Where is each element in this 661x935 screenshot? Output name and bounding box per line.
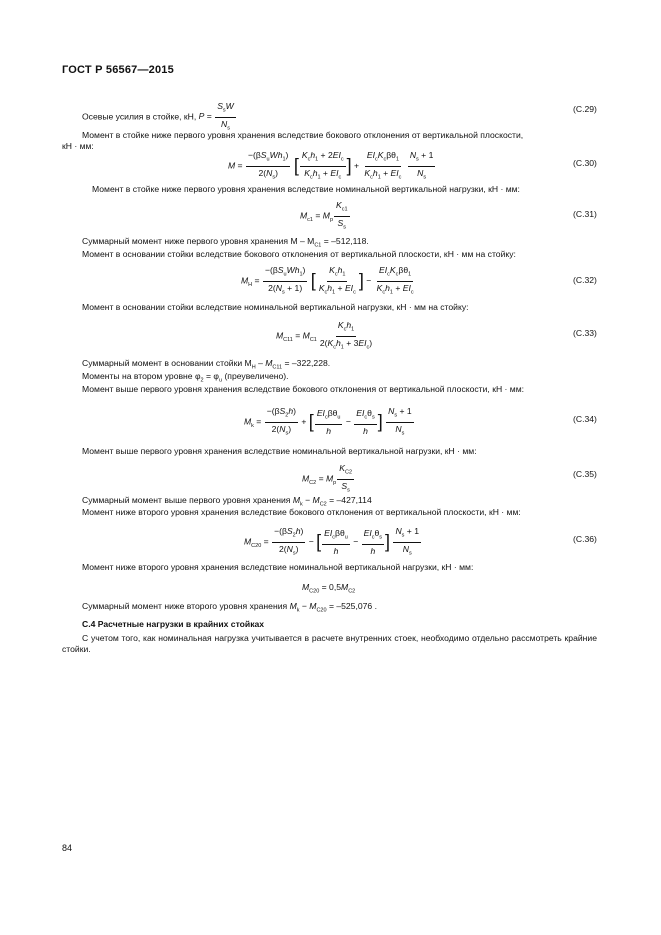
equation-number: (С.35)	[573, 469, 597, 479]
line-value: = –427,114	[329, 495, 372, 505]
text-line: Момент в стойке ниже первого уровня хранения вследствие бокового отклонения от вертикальной плоскости,	[82, 130, 524, 140]
text-line: Суммарный момент ниже первого уровня хранения $M - M_{C1} = -512,118$.	[82, 236, 369, 249]
line-text: Суммарный момент выше первого уровня хранения	[82, 495, 291, 505]
formula-c34: $M_k$ = $\frac{-(\beta S_2h)}{2(N_s)}$ + [ $\frac{EI_c\beta\theta_u}{h}$ − $\frac{EI_c\theta_s}{h}$ ] $\frac{N_s + 1}{N_s}$	[244, 406, 412, 437]
line-value: = –525,076 .	[328, 601, 377, 611]
text-line: Момент в основании стойки вследствие бокового отклонения от вертикальной плоскости, кН · мм на стойку:	[82, 249, 516, 259]
text-line: Момент ниже второго уровня хранения вследствие бокового отклонения от вертикальной плоскости, кН · мм:	[82, 507, 521, 517]
text-line: Суммарный момент выше первого уровня хранения $M_k - M_{C2} = -427,114$	[82, 495, 372, 508]
equation-number: (С.33)	[573, 328, 597, 338]
equation-number: (С.36)	[573, 534, 597, 544]
equation-number: (С.29)	[573, 104, 597, 114]
line-text: Суммарный момент ниже первого уровня хранения M – M	[82, 236, 315, 246]
text-line: Момент в основании стойки вследствие номинальной вертикальной нагрузки, кН · мм на стойку:	[82, 302, 469, 312]
line-value: = –322,228.	[284, 358, 331, 368]
paragraph: С учетом того, как номинальная нагрузка учитывается в расчете внутренних стоек, необходимо отдельно рассмотреть крайние стойки.	[62, 633, 597, 654]
formula-c35: $M_{C2} = M_p$ $\frac{K_{C2}}{S_s}$	[302, 463, 352, 494]
text-line: Моменты на втором уровне $\varphi_2 = \varphi_u$ (преувеличено).	[82, 371, 289, 384]
text-line: кН · мм:	[62, 141, 94, 151]
equation-number: (С.32)	[573, 275, 597, 285]
text-line: Момент выше первого уровня хранения вследствие бокового отклонения от вертикальной плоскости, кН · мм:	[82, 384, 524, 394]
line-text: Моменты на втором уровне φ	[82, 371, 201, 381]
equation-number: (С.31)	[573, 209, 597, 219]
formula-c30: M = $\frac{-(\beta S_uWh_1)}{2(N_s)}$ [ $\frac{K_ch_1 + 2EI_c}{K_ch_1 + EI_c}$ ] + $\frac{EI_cK_c\beta\theta_1}{K_ch_1 + EI_c}$ $\frac{N_s + 1}{N_s}$	[228, 150, 434, 181]
formula-c32: $M_H$ = $\frac{-(\beta S_uWh_1)}{2(N_s + 1)}$ [ $\frac{K_ch_1}{K_ch_1 + EI_c}$ ] − $\frac{EI_cK_c\beta\theta_1}{K_ch_1 + EI_c}$	[241, 265, 414, 296]
document-header: ГОСТ Р 56567—2015	[62, 64, 174, 76]
section-heading: С.4 Расчетные нагрузки в крайних стойках	[82, 619, 265, 629]
formula-unnumbered: $M_{C20} = 0,5M_{C2}$	[302, 582, 356, 595]
formula-c33: $M_{C11} = M_{C1}$ $\frac{K_ch_1}{2(K_ch_1 + 3EI_c)}$	[276, 320, 373, 351]
equation-number: (С.30)	[573, 158, 597, 168]
text-line: Суммарный момент в основании стойки $M_H - M_{C11} = -322,228$.	[82, 358, 331, 371]
equation-number: (С.34)	[573, 414, 597, 424]
text-line: Момент ниже второго уровня хранения вследствие номинальной вертикальной нагрузки, кН · мм:	[82, 562, 474, 572]
line-text: Суммарный момент в основании стойки M	[82, 358, 252, 368]
line-text: Суммарный момент ниже второго уровня хранения	[82, 601, 288, 611]
text-line	[82, 101, 237, 133]
line-text: Осевые усилия в стойке, кН,	[82, 111, 197, 122]
text-line: Суммарный момент ниже второго уровня хранения $M_k - M_{C20} = -525,076$ .	[82, 601, 377, 614]
text-line: Момент выше первого уровня хранения вследствие номинальной вертикальной нагрузки, кН · мм:	[82, 446, 477, 456]
text-line: Момент в стойке ниже первого уровня хранения вследствие номинальной вертикальной нагрузки, кН · мм:	[92, 184, 520, 194]
page-number: 84	[62, 843, 73, 853]
formula-c36: $M_{C20}$ = $\frac{-(\beta S_2h)}{2(N_s)}$ − [ $\frac{EI_c\beta\theta_u}{h}$ − $\frac{EI_c\theta_s}{h}$ ] $\frac{N_s + 1}{N_s}$	[244, 526, 419, 557]
formula-c31: $M_{c1} = M_p$ $\frac{K_{c1}}{S_s}$	[300, 200, 348, 231]
line-value: (преувеличено).	[224, 371, 289, 381]
formula-c29: P = $\frac{S_sW}{N_s}$	[198, 101, 234, 132]
line-value: = –512,118.	[323, 236, 369, 246]
